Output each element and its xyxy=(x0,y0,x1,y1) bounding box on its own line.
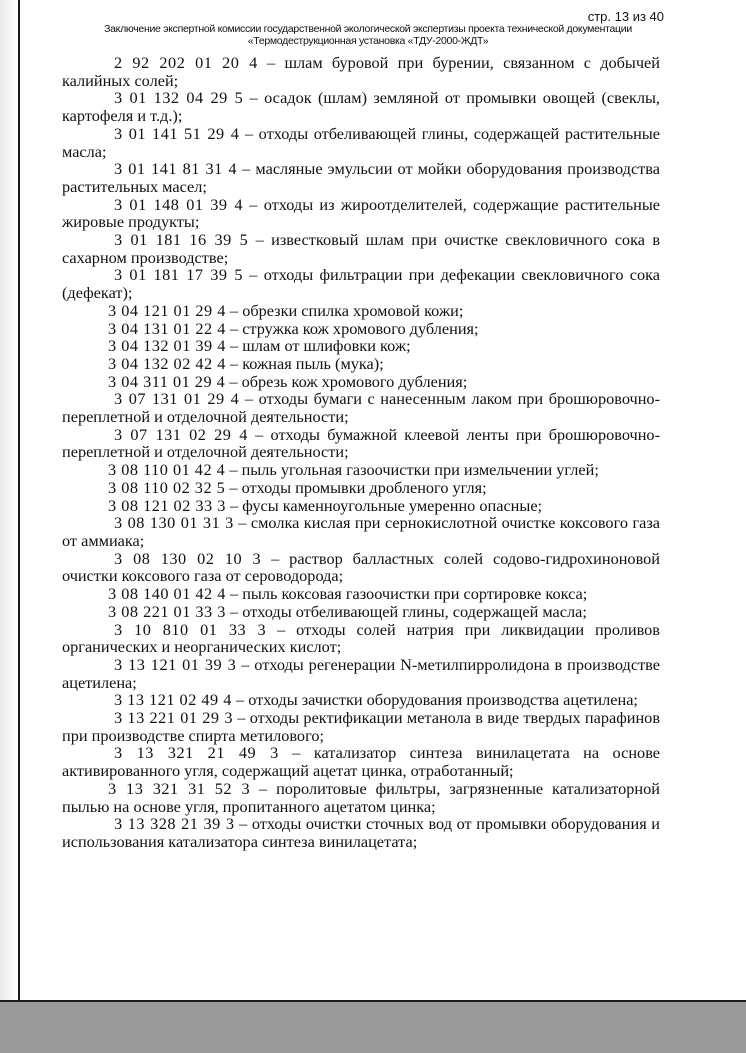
list-item: 3 13 121 01 39 3 – отходы регенерации N-метилпирролидона в производстве ацетилена; xyxy=(62,654,661,692)
waste-description: пыль коксовая газоочистки при сортировке кокса; xyxy=(242,584,588,604)
running-header: Заключение экспертной комиссии государственной экологической экспертизы проекта технической документации «Термодеструкционная установка «ТДУ-2000-ЖДТ» xyxy=(104,23,632,47)
waste-description: отходы регенерации N-метилпирролидона в производстве ацетилена; xyxy=(62,654,661,692)
waste-code: 3 08 110 02 32 5 xyxy=(108,477,226,497)
list-item: 3 08 140 01 42 4 – пыль коксовая газоочистки при сортировке кокса; xyxy=(108,584,588,604)
list-item: 3 07 131 02 29 4 – отходы бумажной клеевой ленты при брошюровочно-переплетной и отделочной деятельности; xyxy=(62,424,660,462)
waste-code: 2 92 202 01 20 4 xyxy=(114,53,258,72)
list-item: 3 08 110 01 42 4 – пыль угольная газоочистки при измельчении углей; xyxy=(108,460,599,480)
waste-code: 3 08 140 01 42 4 xyxy=(108,584,226,604)
waste-code: 3 01 132 04 29 5 xyxy=(114,88,244,108)
waste-code: 3 04 311 01 29 4 xyxy=(108,371,226,391)
list-item: 3 08 121 02 33 3 – фусы каменноугольные умеренно опасные; xyxy=(108,495,543,515)
waste-code: 3 07 131 02 29 4 xyxy=(114,424,248,444)
waste-code: 3 10 810 01 33 3 xyxy=(114,619,267,639)
waste-description: отходы отбеливающей глины, содержащей масла; xyxy=(242,601,587,621)
waste-code: 3 01 181 17 39 5 xyxy=(114,265,243,285)
waste-code: 3 01 148 01 39 4 xyxy=(114,194,243,214)
waste-description: отходы бумаги с нанесенным лаком при брошюровочно-переплетной и отделочной деятельности; xyxy=(62,389,660,427)
waste-code: 3 13 328 21 39 3 xyxy=(114,814,235,834)
waste-description: отходы промывки дробленого угля; xyxy=(241,477,487,497)
waste-description: стружка кож хромового дубления; xyxy=(242,318,479,338)
waste-code: 3 01 141 51 29 4 xyxy=(114,123,240,143)
list-item: 3 07 131 01 29 4 – отходы бумаги с нанесенным лаком при брошюровочно-переплетной и отделочной деятельности; xyxy=(62,389,660,427)
list-item: 3 08 130 01 31 3 – смолка кислая при сернокислотной очистке коксового газа от аммиака; xyxy=(62,513,661,550)
waste-description: обрезки спилка хромовой кожи; xyxy=(242,300,464,320)
scan-bottom-edge xyxy=(0,1000,746,1053)
list-item: 3 04 121 01 29 4 – обрезки спилка хромовой кожи; xyxy=(108,300,464,320)
waste-code: 3 04 131 01 22 4 xyxy=(108,318,226,338)
waste-description: отходы солей натрия при ликвидации проливов органических и неорганических кислот; xyxy=(62,619,660,657)
waste-code: 3 08 130 01 31 3 xyxy=(114,513,234,533)
list-item: 3 13 221 01 29 3 – отходы ректификации метанола в виде твердых парафинов при производстве спирта метилового; xyxy=(62,708,661,745)
list-item: 3 08 221 01 33 3 – отходы отбеливающей глины, содержащей масла; xyxy=(108,601,587,621)
waste-code: 3 13 321 31 52 3 xyxy=(108,778,251,798)
list-item: 3 13 328 21 39 3 – отходы очистки сточных вод от промывки оборудования и использования катализатора синтеза винилацетата; xyxy=(62,814,660,851)
list-item: 3 01 181 17 39 5 – отходы фильтрации при дефекации свекловичного сока (дефекат); xyxy=(62,265,661,303)
waste-description: отходы бумажной клеевой ленты при брошюровочно-переплетной и отделочной деятельности; xyxy=(62,424,660,462)
waste-description: осадок (шлам) земляной от промывки овощей (свеклы, картофеля и т.д.); xyxy=(62,88,660,126)
waste-list xyxy=(62,54,660,851)
list-item: 3 01 148 01 39 4 – отходы из жироотделителей, содержащие растительные жировые продукты; xyxy=(62,194,661,232)
list-item: 3 04 132 01 39 4 – шлам от шлифовки кож; xyxy=(108,336,411,356)
scan-shadow xyxy=(0,0,18,1000)
list-item: 3 13 321 21 49 3 – катализатор синтеза винилацетата на основе активированного угля, содержащий ацетат цинка, отработанный; xyxy=(62,743,661,781)
waste-description: фусы каменноугольные умеренно опасные; xyxy=(242,495,543,515)
waste-code: 3 04 132 01 39 4 xyxy=(108,336,226,356)
waste-description: раствор балластных солей содово-гидрохиноновой очистки коксового газа от сероводорода; xyxy=(62,548,660,586)
waste-code: 3 01 141 81 31 4 xyxy=(114,159,238,179)
list-item: 2 92 202 01 20 4 – шлам буровой при бурении, связанном с добычей калийных солей; xyxy=(62,53,660,90)
page-number: стр. 13 из 40 xyxy=(587,9,664,24)
list-item: 3 08 130 02 10 3 – раствор балластных солей содово-гидрохиноновой очистки коксового газа от сероводорода; xyxy=(62,548,660,586)
list-item: 3 10 810 01 33 3 – отходы солей натрия при ликвидации проливов органических и неорганических кислот; xyxy=(62,619,660,657)
waste-description: пыль угольная газоочистки при измельчении углей; xyxy=(241,460,599,480)
list-item: 3 13 321 31 52 3 – поролитовые фильтры, загрязненные катализаторной пылью на основе угля, пропитанного ацетатом цинка; xyxy=(62,778,660,816)
waste-code: 3 13 321 21 49 3 xyxy=(114,743,279,763)
waste-code: 3 04 132 02 42 4 xyxy=(108,353,226,373)
waste-description: отходы фильтрации при дефекации свекловичного сока (дефекат); xyxy=(62,265,661,303)
waste-description: отходы ректификации метанола в виде твердых парафинов при производстве спирта метилового; xyxy=(62,708,661,745)
waste-description: катализатор синтеза винилацетата на основе активированного угля, содержащий ацетат цинка, отработанный; xyxy=(62,743,661,781)
waste-description: обрезь кож хромового дубления; xyxy=(241,371,468,391)
waste-code: 3 08 130 02 10 3 xyxy=(114,548,262,568)
list-item: 3 01 181 16 39 5 – известковый шлам при очистке свекловичного сока в сахарном производстве; xyxy=(62,230,661,267)
waste-code: 3 13 121 02 49 4 xyxy=(114,690,232,710)
list-item: 3 04 311 01 29 4 – обрезь кож хромового дубления; xyxy=(108,371,468,391)
waste-code: 3 07 131 01 29 4 xyxy=(114,389,240,409)
waste-description: смолка кислая при сернокислотной очистке коксового газа от аммиака; xyxy=(62,513,661,550)
waste-code: 3 08 121 02 33 3 xyxy=(108,495,226,515)
waste-description: поролитовые фильтры, загрязненные катализаторной пылью на основе угля, пропитанного ацетатом цинка; xyxy=(62,778,660,816)
waste-description: кожная пыль (мука); xyxy=(242,353,384,373)
waste-code: 3 08 221 01 33 3 xyxy=(108,601,226,621)
list-item: 3 04 132 02 42 4 – кожная пыль (мука); xyxy=(108,353,384,373)
list-item: 3 01 132 04 29 5 – осадок (шлам) земляной от промывки овощей (свеклы, картофеля и т.д.); xyxy=(62,88,660,126)
list-item: 3 01 141 81 31 4 – масляные эмульсии от мойки оборудования производства растительных масел; xyxy=(62,159,660,196)
waste-description: отходы зачистки оборудования производства ацетилена; xyxy=(248,690,638,710)
waste-code: 3 08 110 01 42 4 xyxy=(108,460,226,480)
waste-code: 3 13 221 01 29 3 xyxy=(114,708,233,728)
waste-description: отходы из жироотделителей, содержащие растительные жировые продукты; xyxy=(62,194,661,232)
waste-description: шлам буровой при бурении, связанном с добычей калийных солей; xyxy=(62,53,660,90)
waste-code: 3 01 181 16 39 5 xyxy=(114,230,249,250)
waste-code: 3 04 121 01 29 4 xyxy=(108,300,226,320)
waste-description: шлам от шлифовки кож; xyxy=(242,336,411,356)
waste-description: отходы очистки сточных вод от промывки оборудования и использования катализатора синтеза винилацетата; xyxy=(62,814,660,851)
list-item: 3 01 141 51 29 4 – отходы отбеливающей глины, содержащей растительные масла; xyxy=(62,123,661,161)
waste-code: 3 13 121 01 39 3 xyxy=(114,654,237,674)
list-item: 3 08 110 02 32 5 – отходы промывки дробленого угля; xyxy=(108,477,487,497)
waste-description: отходы отбеливающей глины, содержащей растительные масла; xyxy=(62,123,661,161)
scan-left-edge xyxy=(18,0,20,1053)
list-item: 3 04 131 01 22 4 – стружка кож хромового дубления; xyxy=(108,318,479,338)
waste-description: известковый шлам при очистке свекловичного сока в сахарном производстве; xyxy=(62,230,661,267)
waste-description: масляные эмульсии от мойки оборудования производства растительных масел; xyxy=(62,159,660,196)
list-item: 3 13 121 02 49 4 – отходы зачистки оборудования производства ацетилена; xyxy=(114,690,638,710)
